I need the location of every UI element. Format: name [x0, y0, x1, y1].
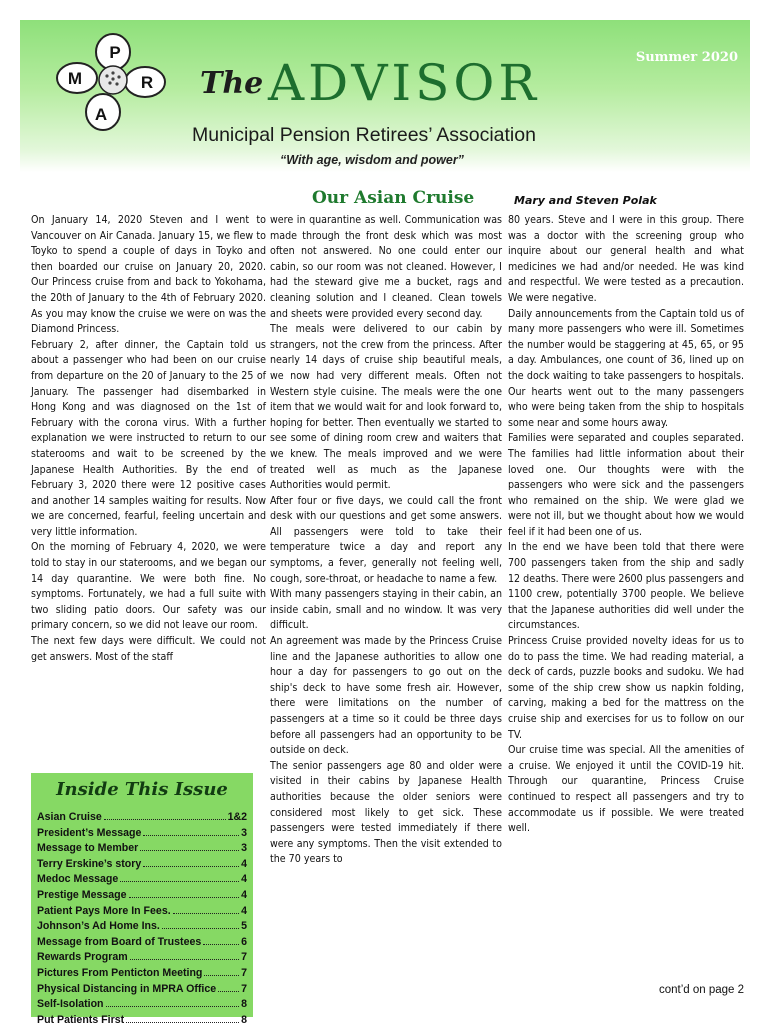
toc-entry [37, 888, 247, 904]
toc-entry [37, 872, 247, 888]
article-byline: Mary and Steven Polak [514, 194, 657, 207]
toc-page: 5 [241, 920, 247, 933]
paragraph: Our cruise time was special. All the amenities of a cruise. We enjoyed it until the COVID-19 hit. Through our quarantine, Princess Cruise continued to respect all passengers and try to accommodate us if possible. We were treated well. [508, 744, 744, 835]
toc-page: 4 [241, 904, 247, 917]
toc-title: Inside This Issue [56, 779, 228, 800]
toc-label: Patient Pays More In Fees. [37, 904, 171, 917]
toc-page: 7 [241, 982, 247, 995]
article-column-3 [508, 213, 744, 837]
toc-entry [37, 950, 247, 966]
toc-page: 4 [241, 888, 247, 901]
logo-letter-top: P [109, 43, 121, 62]
toc-label: Prestige Message [37, 888, 127, 901]
toc-label: Message to Member [37, 842, 139, 855]
paragraph: The next few days were difficult. We could not get answers. Most of the staff [31, 635, 266, 663]
paragraph: On the morning of February 4, 2020, we were told to stay in our staterooms, and we began our 14 day quarantine. We were both fine. No symptoms. Fortunately, we had a full suite with two sliding patio doors. Our safety was our primary concern, so we did not leave our room. [31, 541, 266, 632]
paragraph: With many passengers staying in their cabin, an inside cabin, small and no window. It was very difficult. [270, 588, 502, 632]
toc-label: President’s Message [37, 826, 142, 839]
toc-page: 7 [241, 966, 247, 979]
toc-leader [173, 913, 239, 914]
toc-leader [204, 975, 239, 976]
toc-leader [106, 1006, 240, 1007]
toc-label: Self-Isolation [37, 998, 104, 1011]
toc-entry [37, 810, 247, 826]
toc-leader [218, 991, 239, 992]
article-headline: Our Asian Cruise [312, 188, 475, 208]
paragraph: Princess Cruise provided novelty ideas for us to do to pass the time. We had reading material, a deck of cards, puzzle books and sudoku. We had some of the ship crew show us napkin folding, carving, making a bed for the mattress on the cruise ship and exercises for us to follow on our TV. [508, 635, 744, 741]
toc-entry [37, 982, 247, 998]
toc-label: Medoc Message [37, 873, 119, 886]
toc-label: Physical Distancing in MPRA Office [37, 982, 217, 995]
toc-leader [140, 850, 239, 851]
toc-entry [37, 826, 247, 842]
motto: “With age, wisdom and power” [280, 153, 464, 167]
paragraph: The senior passengers age 80 and older were visited in their cabins by Japanese Health authorities because the older seniors were considered most likely to get sick. These passengers were tested immediately if there were any symptoms. Then the visit extended to the 70 years to [270, 759, 502, 866]
toc-page: 6 [241, 935, 247, 948]
toc-entry [37, 904, 247, 920]
toc-leader [162, 928, 239, 929]
toc-label: Terry Erskine’s story [37, 857, 142, 870]
toc-entry [37, 966, 247, 982]
paragraph: were in quarantine as well. Communication was made through the front desk which was most often not answered. No one could enter our cabin, so our room was not cleaned. However, I had the steward give me a bucket, rags and cleaning solution and I cleaned. Clean towels and sheets were provided every second day. [270, 214, 502, 320]
toc-label: Message from Board of Trustees [37, 935, 202, 948]
paragraph: The meals were delivered to our cabin by strangers, not the crew from the princess. After nearly 14 days of cruise ship beautiful meals, we now had very different meals. Often not Western style cuisine. The meals were the one item that we would wait for and look forward to, hoping for better. Then eventually we started to see some of dining room crew and waiters that we knew. The meals improved and we were treated well as much as the Japanese Authorities would permit. [270, 323, 502, 492]
toc-entry [37, 841, 247, 857]
paragraph: An agreement was made by the Princess Cruise line and the Japanese authorities to allow one hour a day for passengers to go out on the ship's deck to have some fresh air. However, there were limitations on the number of passengers at a time so it could be three days before all passengers had an opportunity to be outside on deck. [270, 635, 502, 757]
toc-entry [37, 857, 247, 873]
paragraph: In the end we have been told that there were 700 passengers taken from the ship and sadly 12 deaths. There were 2600 plus passengers and 1100 crew, potentially 3700 people. We believe that the Japanese authorities did well under the circumstances. [508, 541, 744, 632]
continued-note: cont’d on page 2 [658, 984, 744, 996]
mpra-flower-logo [55, 32, 167, 134]
toc-page: 3 [241, 826, 247, 839]
toc-page: 4 [241, 873, 247, 886]
newsletter-title: ADVISOR [268, 54, 541, 112]
toc-page: 4 [241, 857, 247, 870]
toc-page: 8 [241, 1013, 247, 1024]
toc-label: Asian Cruise [37, 811, 102, 823]
logo-letter-left: M [67, 69, 83, 88]
toc-entry [37, 1013, 247, 1024]
toc-leader [120, 881, 239, 882]
toc-page: 3 [241, 842, 247, 855]
toc-leader [143, 835, 239, 836]
paragraph: Daily announcements from the Captain told us of many more passengers who were ill. Sometimes the number would be staggering at 45, 65, or 95 a day. Ambulances, one count of 36, lined up on the dock waiting to take passengers to hospitals. Our hearts went out to the many passengers who were being taken from the ship to hospitals some near and some hours away. [508, 307, 744, 429]
toc-leader [126, 1022, 239, 1023]
paragraph: 80 years. Steve and I were in this group. There was a doctor with the screening group who inquire about our general health and what medicines we had and/or needed. He was kind and respectful. We were tested as a precaution. We were negative. [508, 214, 744, 304]
title-prefix: The [200, 66, 264, 101]
association-name: Municipal Pension Retirees’ Association [192, 124, 536, 146]
toc-leader [130, 959, 239, 960]
toc-label: Put Patients First [37, 1013, 125, 1024]
toc-entry [37, 935, 247, 951]
article-column-2 [270, 213, 502, 868]
logo-letter-right: R [140, 73, 154, 92]
toc-leader [203, 944, 239, 945]
toc-page: 8 [241, 998, 247, 1011]
paragraph: After four or five days, we could call the front desk with our questions and get some answers. All passengers were told to take their temperature twice a day and report any symptoms, a fever, generally not feeling well, cough, sore-throat, or headache to name a few. [270, 494, 502, 585]
toc-label: Pictures From Penticton Meeting [37, 966, 203, 979]
logo-letter-bottom: A [94, 105, 108, 124]
toc-entry [37, 919, 247, 935]
issue-date: Summer 2020 [635, 50, 738, 65]
toc-page: 7 [241, 951, 247, 964]
toc-leader [104, 819, 226, 820]
toc-leader [129, 897, 240, 898]
toc-leader [143, 866, 239, 867]
paragraph: On January 14, 2020 Steven and I went to Vancouver on Air Canada. January 15, we flew to Toyko to spend a couple of days in Toyko and then boarded our cruise on January 20, 2020. Our Princess cruise from and back to Yokohama, the 20th of January to the 4th of February 2020. As you may know the cruise we were on was the Diamond Princess. [31, 214, 266, 336]
toc-entry [37, 997, 247, 1013]
table-of-contents [31, 773, 253, 1024]
article-column-1 [31, 213, 266, 665]
toc-label: Rewards Program [37, 951, 128, 964]
paragraph: February 2, after dinner, the Captain told us about a passenger who had been on our cruise from departure on the 20 of January to the 25 of January. The passenger had disembarked in Hong Kong and was diagnosed on the 1st of February with the corona virus. With a further explanation we were instructed to return to our staterooms and wait to be screened by the Japanese Health Authorities. By the end of February 3, 2020 there were 12 positive cases and another 14 samples waiting for results. Now we are concerned, fearful, feeling uncertain and very little information. [31, 338, 266, 538]
toc-label: Johnson’s Ad Home Ins. [37, 920, 160, 933]
paragraph: Families were separated and couples separated. The families had little information about their loved one. Our thoughts were with the passengers who were sick and the passengers who remained on the ship. We were glad we were not ill, but we thought about how we would feel if it had been one of us. [508, 432, 744, 538]
toc-page: 1&2 [227, 811, 247, 823]
